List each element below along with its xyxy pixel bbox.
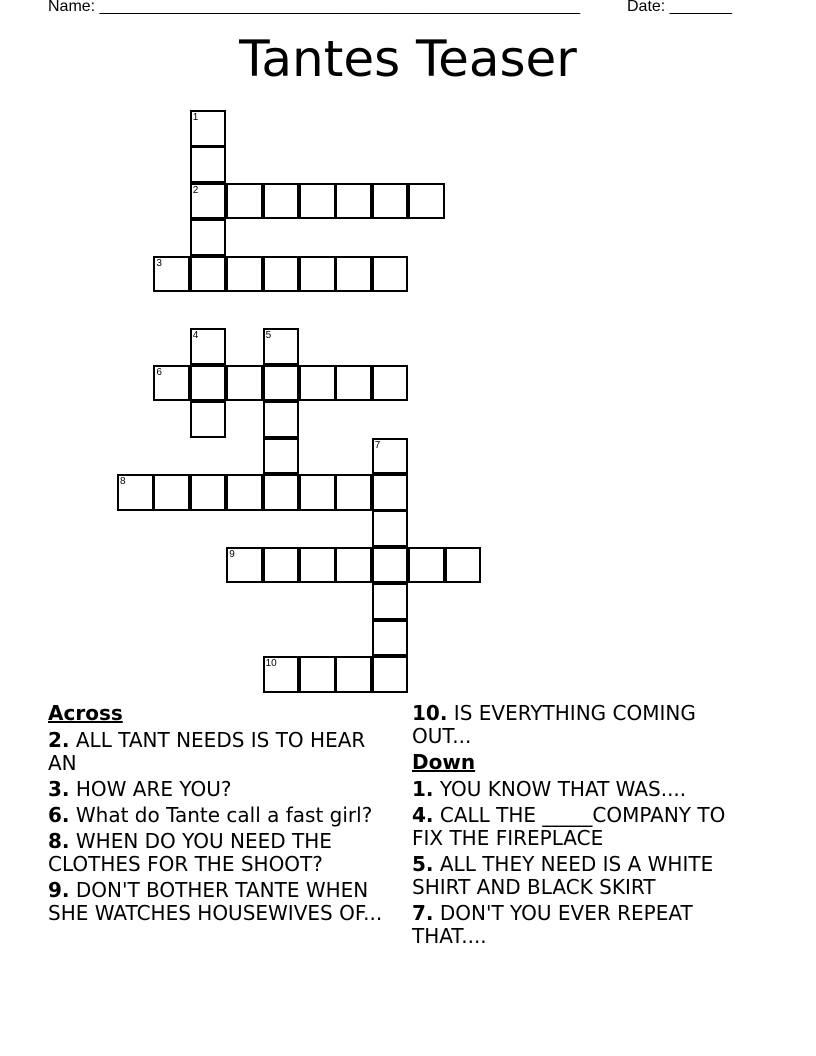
crossword-cell[interactable] — [263, 256, 300, 293]
cell-number: 9 — [229, 548, 235, 560]
cell-number: 2 — [192, 184, 199, 196]
across-clue — [48, 830, 393, 876]
clue-text: DON'T YOU EVER REPEAT THAT.... — [412, 901, 693, 948]
across-clue — [48, 879, 393, 925]
clue-text: WHEN DO YOU NEED THE CLOTHES FOR THE SHOOT? — [48, 829, 332, 876]
clue-text: YOU KNOW THAT WAS.... — [439, 777, 687, 801]
crossword-cell[interactable] — [335, 183, 372, 220]
date-field-line: Date: _______ — [627, 0, 732, 15]
crossword-cell[interactable] — [226, 365, 263, 402]
across-heading: Across — [48, 701, 123, 725]
crossword-cell[interactable] — [335, 365, 372, 402]
crossword-cell[interactable] — [263, 401, 300, 438]
puzzle-title: Tantes Teaser — [239, 30, 577, 88]
clue-number: 6. — [48, 803, 70, 827]
down-heading: Down — [412, 750, 476, 774]
crossword-cell[interactable] — [299, 183, 336, 220]
crossword-cell[interactable] — [372, 256, 409, 293]
clue-number: 8. — [48, 829, 70, 853]
down-clue — [412, 778, 757, 801]
crossword-cell[interactable] — [226, 547, 263, 584]
clue-text: ALL TANT NEEDS IS TO HEAR AN — [48, 728, 366, 775]
crossword-cell[interactable] — [263, 328, 300, 365]
crossword-cell[interactable] — [335, 547, 372, 584]
cell-number: 7 — [374, 439, 381, 451]
crossword-cell[interactable] — [372, 583, 409, 620]
cell-number: 4 — [192, 330, 199, 342]
clue-text: DON'T BOTHER TANTE WHEN SHE WATCHES HOUSEWIVES OF... — [48, 878, 383, 925]
clue-number: 7. — [412, 901, 434, 925]
crossword-cell[interactable] — [263, 547, 300, 584]
down-clue — [412, 853, 757, 899]
crossword-cell[interactable] — [153, 474, 190, 511]
crossword-cell[interactable] — [299, 256, 336, 293]
crossword-cell[interactable] — [263, 365, 300, 402]
crossword-cell[interactable] — [335, 474, 372, 511]
across-clue — [412, 702, 757, 748]
clue-number: 9. — [48, 878, 70, 902]
clue-text: CALL THE _____COMPANY TO FIX THE FIREPLACE — [412, 803, 726, 850]
crossword-cell[interactable] — [372, 365, 409, 402]
crossword-cell[interactable] — [190, 365, 227, 402]
crossword-cell[interactable] — [263, 438, 300, 475]
clue-number: 1. — [412, 777, 434, 801]
crossword-cell[interactable] — [299, 547, 336, 584]
crossword-cell[interactable] — [372, 183, 409, 220]
crossword-cell[interactable] — [299, 365, 336, 402]
across-clue — [48, 778, 393, 801]
crossword-cell[interactable] — [372, 547, 409, 584]
crossword-cell[interactable] — [372, 656, 409, 693]
crossword-cell[interactable] — [299, 474, 336, 511]
crossword-cell[interactable] — [372, 474, 409, 511]
clue-text: What do Tante call a fast girl? — [75, 803, 373, 827]
cell-number: 10 — [265, 658, 277, 669]
crossword-cell[interactable] — [408, 183, 445, 220]
clue-number: 10. — [412, 701, 448, 725]
crossword-cell[interactable] — [190, 328, 227, 365]
cell-number: 1 — [192, 112, 199, 123]
clues-right-column — [412, 702, 757, 951]
across-clue — [48, 729, 393, 775]
crossword-cell[interactable] — [372, 620, 409, 657]
clue-text: ALL THEY NEED IS A WHITE SHIRT AND BLACK SKIRT — [412, 852, 714, 899]
clue-text: HOW ARE YOU? — [75, 777, 232, 801]
cell-number: 3 — [156, 257, 162, 269]
crossword-cell[interactable] — [226, 256, 263, 293]
crossword-cell[interactable] — [190, 146, 227, 183]
crossword-cell[interactable] — [372, 438, 409, 475]
crossword-cell[interactable] — [190, 401, 227, 438]
clue-number: 4. — [412, 803, 434, 827]
down-clue — [412, 804, 757, 850]
crossword-cell[interactable] — [190, 183, 227, 220]
crossword-cell[interactable] — [263, 474, 300, 511]
cell-number: 5 — [265, 330, 272, 342]
crossword-cell[interactable] — [408, 547, 445, 584]
crossword-cell[interactable] — [190, 256, 227, 293]
crossword-cell[interactable] — [190, 219, 227, 256]
crossword-cell[interactable] — [263, 656, 300, 693]
clue-number: 3. — [48, 777, 70, 801]
crossword-cell[interactable] — [190, 474, 227, 511]
cell-number: 6 — [156, 366, 162, 378]
clue-text: IS EVERYTHING COMING OUT... — [412, 701, 696, 748]
down-clue — [412, 902, 757, 948]
crossword-cell[interactable] — [335, 656, 372, 693]
crossword-cell[interactable] — [117, 474, 154, 511]
crossword-cell[interactable] — [263, 183, 300, 220]
clue-number: 5. — [412, 852, 434, 876]
crossword-cell[interactable] — [226, 183, 263, 220]
crossword-cell[interactable] — [299, 656, 336, 693]
crossword-cell[interactable] — [226, 474, 263, 511]
crossword-cell[interactable] — [445, 547, 482, 584]
name-field-line: Name: ______________________________________________________ — [48, 0, 581, 15]
crossword-cell[interactable] — [153, 365, 190, 402]
clues-left-column — [48, 702, 393, 928]
cell-number: 8 — [120, 476, 126, 487]
crossword-cell[interactable] — [372, 510, 409, 547]
crossword-cell[interactable] — [190, 110, 227, 147]
crossword-cell[interactable] — [153, 256, 190, 293]
clue-number: 2. — [48, 728, 70, 752]
crossword-cell[interactable] — [335, 256, 372, 293]
across-clue — [48, 804, 393, 827]
